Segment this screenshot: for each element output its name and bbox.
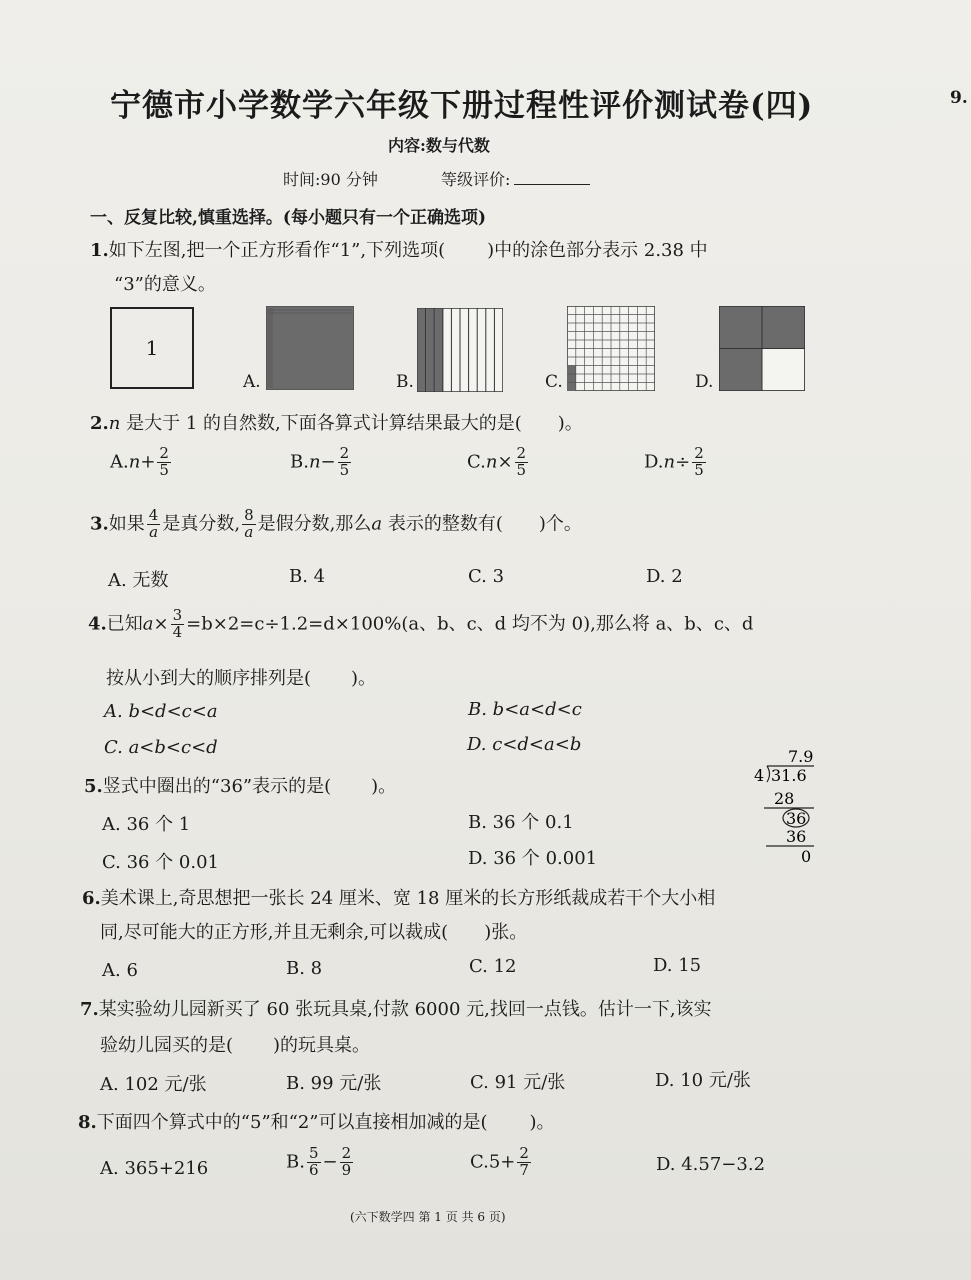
division-remainder: 0 [801, 847, 812, 866]
q5-option-a[interactable]: A. 36 个 1 [102, 814, 191, 835]
q7-option-b[interactable]: B. 99 元/张 [286, 1073, 382, 1094]
question-4-line2: 按从小到大的顺序排列是( )。 [106, 668, 377, 689]
option-label-a: A. [243, 372, 261, 392]
figure-option-d[interactable] [719, 306, 805, 391]
q2-option-b[interactable]: B.n− $\frac{2}{5}$ [290, 444, 350, 479]
q5-option-b[interactable]: B. 36 个 0.1 [468, 812, 574, 833]
grade-field [441, 167, 590, 190]
question-1-line1: 1.如下左图,把一个正方形看作“1”,下列选项( )中的涂色部分表示 2.38 中 [90, 240, 708, 261]
content-subtitle: 内容:数与代数 [388, 136, 490, 155]
q3-option-d[interactable]: D. 2 [646, 566, 683, 587]
q5-option-d[interactable]: D. 36 个 0.001 [468, 848, 598, 869]
long-division-figure [750, 745, 820, 870]
q3-option-b[interactable]: B. 4 [289, 566, 326, 587]
question-7-line2: 验幼儿园买的是( )的玩具桌。 [100, 1035, 371, 1056]
question-number: 1. [90, 240, 109, 261]
grade-blank[interactable] [514, 170, 590, 185]
q7-option-c[interactable]: C. 91 元/张 [470, 1072, 566, 1093]
question-5: 5.竖式中圈出的“36”表示的是( )。 [84, 776, 397, 797]
exam-title: 宁德市小学数学六年级下册过程性评价测试卷(四) [110, 88, 814, 124]
question-1-line2: “3”的意义。 [114, 274, 216, 295]
option-label-c: C. [545, 372, 563, 392]
q7-option-a[interactable]: A. 102 元/张 [100, 1074, 207, 1095]
unit-square-figure: 1 [110, 307, 194, 389]
q4-option-b[interactable]: B. b<a<d<c [468, 699, 582, 720]
q6-option-d[interactable]: D. 15 [653, 955, 702, 976]
q2-option-c[interactable]: C.n× $\frac{2}{5}$ [467, 444, 527, 479]
figure-option-a[interactable] [266, 306, 354, 390]
division-step2: 36 [786, 827, 807, 846]
q5-option-c[interactable]: C. 36 个 0.01 [102, 852, 219, 873]
q8-option-c[interactable]: C.5+ $\frac{2}{7}$ [470, 1144, 529, 1179]
q6-option-b[interactable]: B. 8 [286, 958, 323, 979]
edge-mark: 9. [950, 88, 968, 108]
page-footer: (六下数学四 第 1 页 共 6 页) [350, 1210, 506, 1224]
figure-option-b[interactable] [417, 308, 503, 392]
question-3: 3.如果 $\frac{4}{a}$ 是真分数, $\frac{8}{a}$ 是假分数,那么a 表示的整数有( )个。 [90, 506, 582, 541]
question-6-line1: 6.美术课上,奇思想把一张长 24 厘米、宽 18 厘米的长方形纸裁成若干个大小相 [82, 888, 716, 909]
question-2: 2.n 是大于 1 的自然数,下面各算式计算结果最大的是( )。 [90, 413, 583, 434]
q8-option-b[interactable]: B. $\frac{5}{6}$ − $\frac{2}{9}$ [286, 1144, 352, 1179]
division-circled: 36 [786, 809, 807, 828]
q8-option-d[interactable]: D. 4.57−3.2 [656, 1154, 766, 1175]
q4-option-d[interactable]: D. c<d<a<b [467, 734, 582, 755]
q4-option-c[interactable]: C. a<b<c<d [104, 737, 218, 758]
option-label-d: D. [695, 372, 714, 392]
division-quotient: 7.9 [788, 747, 814, 766]
question-7-line1: 7.某实验幼儿园新买了 60 张玩具桌,付款 6000 元,找回一点钱。估计一下,该实 [80, 999, 712, 1020]
q3-option-c[interactable]: C. 3 [468, 566, 505, 587]
division-step1: 28 [774, 789, 795, 808]
q8-option-a[interactable]: A. 365+216 [100, 1158, 209, 1179]
option-label-b: B. [396, 372, 414, 392]
q6-option-c[interactable]: C. 12 [469, 956, 517, 977]
section-heading: 一、反复比较,慎重选择。(每小题只有一个正确选项) [90, 208, 487, 228]
q7-option-d[interactable]: D. 10 元/张 [655, 1070, 751, 1091]
q6-option-a[interactable]: A. 6 [102, 960, 138, 981]
q2-option-a[interactable]: A.n+ $\frac{2}{5}$ [110, 444, 169, 479]
division-dividend: 31.6 [771, 766, 807, 785]
q4-option-a[interactable]: A. b<d<c<a [104, 701, 218, 722]
division-divisor: 4 [754, 766, 765, 785]
question-6-line2: 同,尽可能大的正方形,并且无剩余,可以裁成( )张。 [100, 922, 528, 943]
time-label: 时间:90 分钟 [283, 170, 378, 189]
q2-option-d[interactable]: D.n÷ $\frac{2}{5}$ [644, 444, 704, 479]
question-8: 8.下面四个算式中的“5”和“2”可以直接相加减的是( )。 [78, 1112, 555, 1133]
figure-option-c[interactable] [567, 306, 655, 391]
grade-label: 等级评价: [441, 170, 511, 189]
question-4-line1: 4.已知a× $\frac{3}{4}$ =b×2=c÷1.2=d×100%(a、b、c、d 均不为 0),那么将 a、b、c、d [88, 606, 754, 641]
q3-option-a[interactable]: A. 无数 [108, 570, 169, 591]
